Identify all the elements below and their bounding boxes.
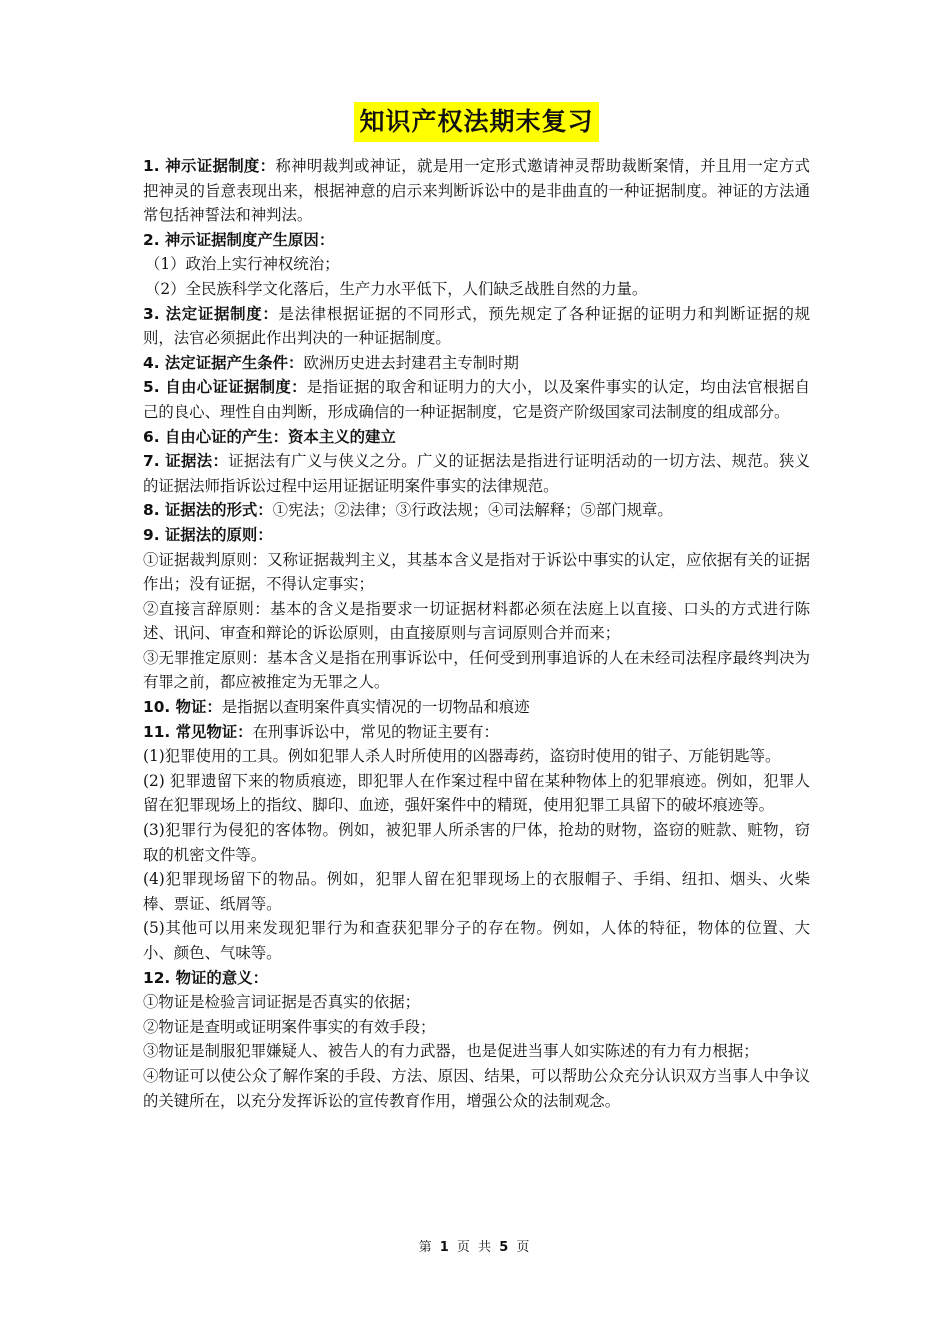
paragraph-text: 证据法有广义与侠义之分。广义的证据法是指进行证明活动的一切方法、规范。狭义的证据法师指诉讼过程中运用证据证明案件事实的法律规范。 — [143, 452, 810, 495]
paragraph — [143, 228, 810, 253]
paragraph-heading: 10. 物证： — [143, 698, 222, 717]
paragraph — [143, 375, 810, 424]
paragraph — [143, 990, 810, 1015]
paragraph-text: （1）政治上实行神权统治； — [145, 255, 340, 274]
paragraph-text: ④物证可以使公众了解作案的手段、方法、原因、结果，可以帮助公众充分认识双方当事人中争议的关键所在，以充分发挥诉讼的宣传教育作用，增强公众的法制观念。 — [143, 1066, 810, 1110]
paragraph-heading: 6. 自由心证的产生：资本主义的建立 — [143, 427, 396, 446]
paragraph-text: 欧洲历史进去封建君主专制时期 — [303, 353, 519, 372]
paragraph — [143, 154, 810, 228]
footer-total-pages: 5 — [499, 1240, 511, 1255]
paragraph — [143, 252, 810, 277]
paragraph-heading: 4. 法定证据产生条件： — [143, 353, 304, 372]
content-body — [143, 154, 810, 1113]
paragraph — [143, 769, 810, 818]
page-footer — [0, 1236, 950, 1255]
title-wrap — [143, 0, 810, 154]
paragraph-text: 在刑事诉讼中，常见的物证主要有： — [252, 722, 499, 741]
paragraph-text: ②物证是查明或证明案件事实的有效手段； — [143, 1017, 436, 1036]
paragraph-heading: 11. 常见物证： — [143, 722, 253, 741]
paragraph-heading: 3. 法定证据制度： — [143, 304, 279, 323]
paragraph — [143, 302, 810, 351]
paragraph-text: (1)犯罪使用的工具。例如犯罪人杀人时所使用的凶器毒药，盗窃时使用的钳子、万能钥匙等。 — [143, 747, 781, 766]
paragraph — [143, 818, 810, 867]
paragraph — [143, 425, 810, 450]
paragraph — [143, 867, 810, 916]
paragraph — [143, 597, 810, 646]
paragraph-text: 是指证据的取舍和证明力的大小，以及案件事实的认定，均由法官根据自己的良心、理性自由判断，形成确信的一种证据制度，它是资产阶级国家司法制度的组成部分。 — [143, 378, 810, 421]
paragraph — [143, 277, 810, 302]
paragraph-text: (4)犯罪现场留下的物品。例如，犯罪人留在犯罪现场上的衣服帽子、手绢、纽扣、烟头、火柴棒、票证、纸屑等。 — [143, 870, 810, 913]
paragraph-text: (5)其他可以用来发现犯罪行为和查获犯罪分子的存在物。例如，人体的特征，物体的位置、大小、颜色、气味等。 — [143, 919, 810, 962]
paragraph-text: (3)犯罪行为侵犯的客体物。例如，被犯罪人所杀害的尸体，抢劫的财物，盗窃的赃款、赃物，窃取的机密文件等。 — [143, 821, 810, 864]
page-title: 知识产权法期末复习 — [354, 102, 598, 142]
paragraph-text: (2) 犯罪遗留下来的物质痕迹，即犯罪人在作案过程中留在某种物体上的犯罪痕迹。例如，犯罪人留在犯罪现场上的指纹、脚印、血迹，强奸案件中的精斑，使用犯罪工具留下的破坏痕迹等。 — [143, 771, 810, 815]
paragraph — [143, 646, 810, 695]
paragraph — [143, 351, 810, 376]
paragraph-text: ①证据裁判原则：又称证据裁判主义，其基本含义是指对于诉讼中事实的认定，应依据有关的证据作出；没有证据，不得认定事实； — [143, 550, 810, 594]
footer-prefix: 第 — [418, 1240, 434, 1255]
paragraph-heading: 1. 神示证据制度： — [143, 157, 276, 175]
paragraph-heading: 8. 证据法的形式： — [143, 501, 273, 520]
paragraph — [143, 498, 810, 523]
footer-suffix: 页 — [516, 1240, 532, 1255]
paragraph-heading: 5. 自由心证证据制度： — [143, 378, 307, 397]
paragraph-text: ③物证是制服犯罪嫌疑人、被告人的有力武器，也是促进当事人如实陈述的有力有力根据； — [143, 1042, 759, 1061]
paragraph — [143, 720, 810, 745]
paragraph-text: ①物证是检验言词证据是否真实的依据； — [143, 993, 421, 1012]
paragraph-heading: 2. 神示证据制度产生原因： — [143, 230, 335, 249]
paragraph — [143, 1015, 810, 1040]
paragraph — [143, 744, 810, 769]
paragraph — [143, 916, 810, 965]
paragraph-text: 称神明裁判或神证，就是用一定形式邀请神灵帮助裁断案情，并且用一定方式把神灵的旨意表现出来，根据神意的启示来判断诉讼中的是非曲直的一种证据制度。神证的方法通常包括神誓法和神判法。 — [143, 157, 810, 225]
paragraph — [143, 523, 810, 548]
paragraph — [143, 966, 810, 991]
paragraph-heading: 12. 物证的意义： — [143, 968, 268, 987]
paragraph-text: 是指据以查明案件真实情况的一切物品和痕迹 — [221, 698, 530, 717]
paragraph-text: ③无罪推定原则：基本含义是指在刑事诉讼中，任何受到刑事追诉的人在未经司法程序最终判决为有罪之前，都应被推定为无罪之人。 — [143, 648, 810, 692]
footer-mid: 页 共 — [456, 1240, 494, 1255]
paragraph-heading: 7. 证据法： — [143, 452, 229, 471]
paragraph-text: ①宪法；②法律；③行政法规；④司法解释；⑤部门规章。 — [272, 501, 673, 520]
paragraph — [143, 548, 810, 597]
paragraph-heading: 9. 证据法的原则： — [143, 525, 273, 544]
paragraph — [143, 1064, 810, 1113]
paragraph-text: （2）全民族科学文化落后，生产力水平低下，人们缺乏战胜自然的力量。 — [145, 279, 648, 298]
paragraph — [143, 1039, 810, 1064]
paragraph — [143, 695, 810, 720]
paragraph — [143, 449, 810, 498]
paragraph-text: ②直接言辞原则：基本的含义是指要求一切证据材料都必须在法庭上以直接、口头的方式进行陈述、讯问、审查和辩论的诉讼原则，由直接原则与言词原则合并而来； — [143, 599, 810, 643]
paragraph-text: 是法律根据证据的不同形式，预先规定了各种证据的证明力和判断证据的规则，法官必须据此作出判决的一种证据制度。 — [143, 304, 810, 348]
footer-page-number: 1 — [439, 1240, 451, 1255]
